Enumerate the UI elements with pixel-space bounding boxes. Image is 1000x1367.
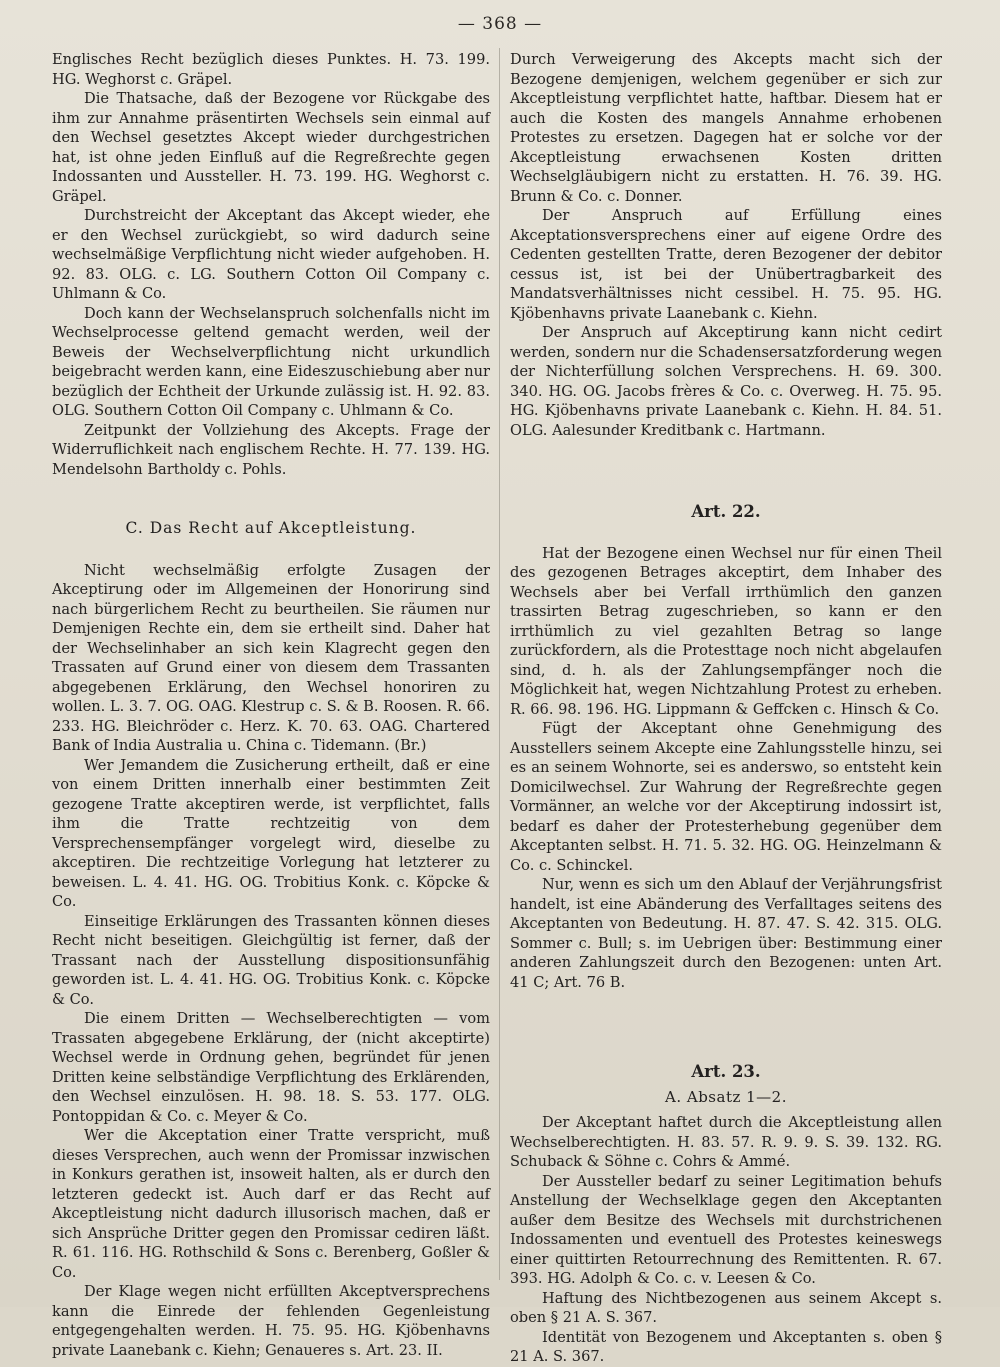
paragraph: Der Aussteller bedarf zu seiner Legitimation behufs Anstellung der Wechselklage gegen den Akceptanten außer dem Besitze des Wechsels mit durchstrichenen Indossamenten und eventuell des Protestes keineswegs einer quittirten Retourrechnung des Remittenten. R. 67. 393. HG. Adolph & Co. c. v. Leesen & Co. — [510, 1172, 942, 1287]
column-divider — [499, 48, 500, 1280]
paragraph: Nur, wenn es sich um den Ablauf der Verjährungsfrist handelt, ist eine Abänderung des Verfalltages seitens des Akceptanten von Bedeutung. H. 87. 47. S. 42. 315. OLG. Sommer c. Bull; s. im Uebrigen über: Bestimmung einer anderen Zahlungszeit durch den Bezogenen: unten Art. 41 C; Art. 76 B. — [510, 876, 942, 991]
paragraph: Die einem Dritten — Wechselberechtigten — vom Trassaten abgegebene Erklärung, der (nicht akceptirte) Wechsel werde in Ordnung gehen, begründet für jenen Dritten keine selbständige Verpflichtung des Erklärenden, den Wechsel einzulösen. H. 98. 18. S. 53. 177. OLG. Pontoppidan & Co. c. Meyer & Co. — [52, 1010, 490, 1125]
paragraph: Doch kann der Wechselanspruch solchenfalls nicht im Wechselprocesse geltend gemacht werden, weil der Beweis der Wechselverpflichtung nicht urkundlich beigebracht werden kann, eine Eideszuschiebung aber nur bezüglich der Echtheit der Urkunde zulässig ist. H. 92. 83. OLG. Southern Cotton Oil Company c. Uhlmann & Co. — [52, 304, 490, 419]
paragraph: Der Akceptant haftet durch die Akceptleistung allen Wechselberechtigten. H. 83. 57. R. 9. 9. S. 39. 132. RG. Schuback & Söhne c. Cohrs & Ammé. — [510, 1114, 942, 1170]
paragraph: Haftung des Nichtbezogenen aus seinem Akcept s. oben § 21 A. S. 367. — [510, 1289, 942, 1326]
article-22-heading: Art. 22. — [691, 502, 761, 521]
page-number: — 368 — — [457, 14, 543, 34]
right-column — [510, 50, 942, 1367]
paragraph: Durch Verweigerung des Akcepts macht sich der Bezogene demjenigen, welchem gegenüber er sich zur Akceptleistung verpflichtet hatte, haftbar. Diesem hat er auch die Kosten des mangels Annahme erhobenen Protestes zu ersetzen. Dagegen hat er solche vor der Akceptleistung erwachsenen Kosten dritten Wechselgläubigern nicht zu erstatten. H. 76. 39. HG. Brunn & Co. c. Donner. — [510, 51, 942, 205]
paragraph: Zeitpunkt der Vollziehung des Akcepts. Frage der Widerruflichkeit nach englischem Rechte. H. 77. 139. HG. Mendelsohn Bartholdy c. Pohls. — [52, 421, 490, 478]
paragraph: Einseitige Erklärungen des Trassanten können dieses Recht nicht beseitigen. Gleichgültig ist ferner, daß der Trassant nach der Ausstellung dispositionsunfähig geworden ist. L. 4. 41. HG. OG. Trobitius Konk. c. Köpcke & Co. — [52, 912, 490, 1008]
section-heading: C. Das Recht auf Akceptleistung. — [125, 519, 417, 537]
left-column — [52, 50, 490, 1360]
article-23-heading: Art. 23. — [691, 1062, 761, 1081]
paragraph: Der Klage wegen nicht erfüllten Akceptversprechens kann die Einrede der fehlenden Gegenleistung entgegengehalten werden. H. 75. 95. HG. Kjöbenhavns private Laanebank c. Kiehn; Genaueres s. Art. 23. II. — [52, 1283, 490, 1359]
paragraph: Nicht wechselmäßig erfolgte Zusagen der Akceptirung oder im Allgemeinen der Honorirung sind nach bürgerlichem Recht zu beurtheilen. Sie räumen nur Demjenigen Rechte ein, dem sie ertheilt sind. Daher hat der Wechselinhaber an sich kein Klagrecht gegen den Trassaten auf Grund einer von diesem dem Trassanten abgegebenen Erklärung, den Wechsel honoriren zu wollen. L. 3. 7. OG. OAG. Klestrup c. S. & B. Roosen. R. 66. 233. HG. Bleichröder c. Herz. K. 70. 63. OAG. Chartered Bank of India Australia u. China c. Tidemann. (Br.) — [52, 561, 490, 754]
paragraph: Wer Jemandem die Zusicherung ertheilt, daß er eine von einem Dritten innerhalb einer bestimmten Zeit gezogene Tratte akceptiren werde, ist verpflichtet, falls ihm die Tratte rechtzeitig von dem Versprechensempfänger vorgelegt wird, dieselbe zu akceptiren. Die rechtzeitige Vorlegung hat letzterer zu beweisen. L. 4. 41. HG. OG. Trobitius Konk. c. Köpcke & Co. — [52, 756, 490, 910]
paragraph: Wer die Akceptation einer Tratte verspricht, muß dieses Versprechen, auch wenn der Promissar inzwischen in Konkurs gerathen ist, insoweit halten, als er durch den letzteren gedeckt ist. Auch darf er das Recht auf Akceptleistung nicht dadurch illusorisch machen, daß er sich Ansprüche Dritter gegen den Promissar cediren läßt. R. 61. 116. HG. Rothschild & Sons c. Berenberg, Goßler & Co. — [52, 1127, 490, 1281]
paragraph: Die Thatsache, daß der Bezogene vor Rückgabe des ihm zur Annahme präsentirten Wechsels sein einmal auf den Wechsel gesetztes Akcept wieder durchgestrichen hat, ist ohne jeden Einfluß auf die Regreßrechte gegen Indossanten und Aussteller. H. 73. 199. HG. Weghorst c. Gräpel. — [52, 90, 490, 205]
paragraph: Durchstreicht der Akceptant das Akcept wieder, ehe er den Wechsel zurückgiebt, so wird dadurch seine wechselmäßige Verpflichtung nicht wieder aufgehoben. H. 92. 83. OLG. c. LG. Southern Cotton Oil Company c. Uhlmann & Co. — [52, 207, 490, 302]
paragraph: Hat der Bezogene einen Wechsel nur für einen Theil des gezogenen Betrages akceptirt, dem Inhaber des Wechsels aber bei Verfall irrthümlich den ganzen trassirten Betrag zugeschrieben, so kann er den irrthümlich zu viel gezahlten Betrag so lange zurückfordern, als die Protesttage noch nicht abgelaufen sind, d. h. als der Zahlungsempfänger noch die Möglichkeit hat, wegen Nichtzahlung Protest zu erheben. R. 66. 98. 196. HG. Lippmann & Geffcken c. Hinsch & Co. — [510, 544, 942, 718]
paragraph: Der Anspruch auf Erfüllung eines Akceptationsversprechens einer auf eigene Ordre des Cedenten gestellten Tratte, deren Bezogener der debitor cessus ist, ist bei der Unübertragbarkeit des Mandatsverhältnisses nicht cessibel. H. 75. 95. HG. Kjöbenhavns private Laanebank c. Kiehn. — [510, 207, 942, 322]
paragraph: Fügt der Akceptant ohne Genehmigung des Ausstellers seinem Akcepte eine Zahlungsstelle hinzu, sei es an seinem Wohnorte, sei es anderswo, so entsteht kein Domicilwechsel. Zur Wahrung der Regreßrechte gegen Vormänner, an welche vor der Akceptirung indossirt ist, bedarf es daher der Protesterhebung gegenüber dem Akceptanten selbst. H. 71. 5. 32. HG. OG. Heinzelmann & Co. c. Schinckel. — [510, 720, 942, 874]
paragraph: Englisches Recht bezüglich dieses Punktes. H. 73. 199. HG. Weghorst c. Gräpel. — [52, 51, 490, 88]
paragraph: Identität von Bezogenem und Akceptanten s. oben § 21 A. S. 367. — [510, 1328, 942, 1365]
subsection-heading: A. Absatz 1—2. — [665, 1087, 787, 1106]
paragraph: Der Anspruch auf Akceptirung kann nicht cedirt werden, sondern nur die Schadensersatzforderung wegen der Nichterfüllung solchen Versprechens. H. 69. 300. 340. HG. OG. Jacobs frères & Co. c. Overweg. H. 75. 95. HG. Kjöbenhavns private Laanebank c. Kiehn. H. 84. 51. OLG. Aalesunder Kreditbank c. Hartmann. — [510, 324, 942, 439]
